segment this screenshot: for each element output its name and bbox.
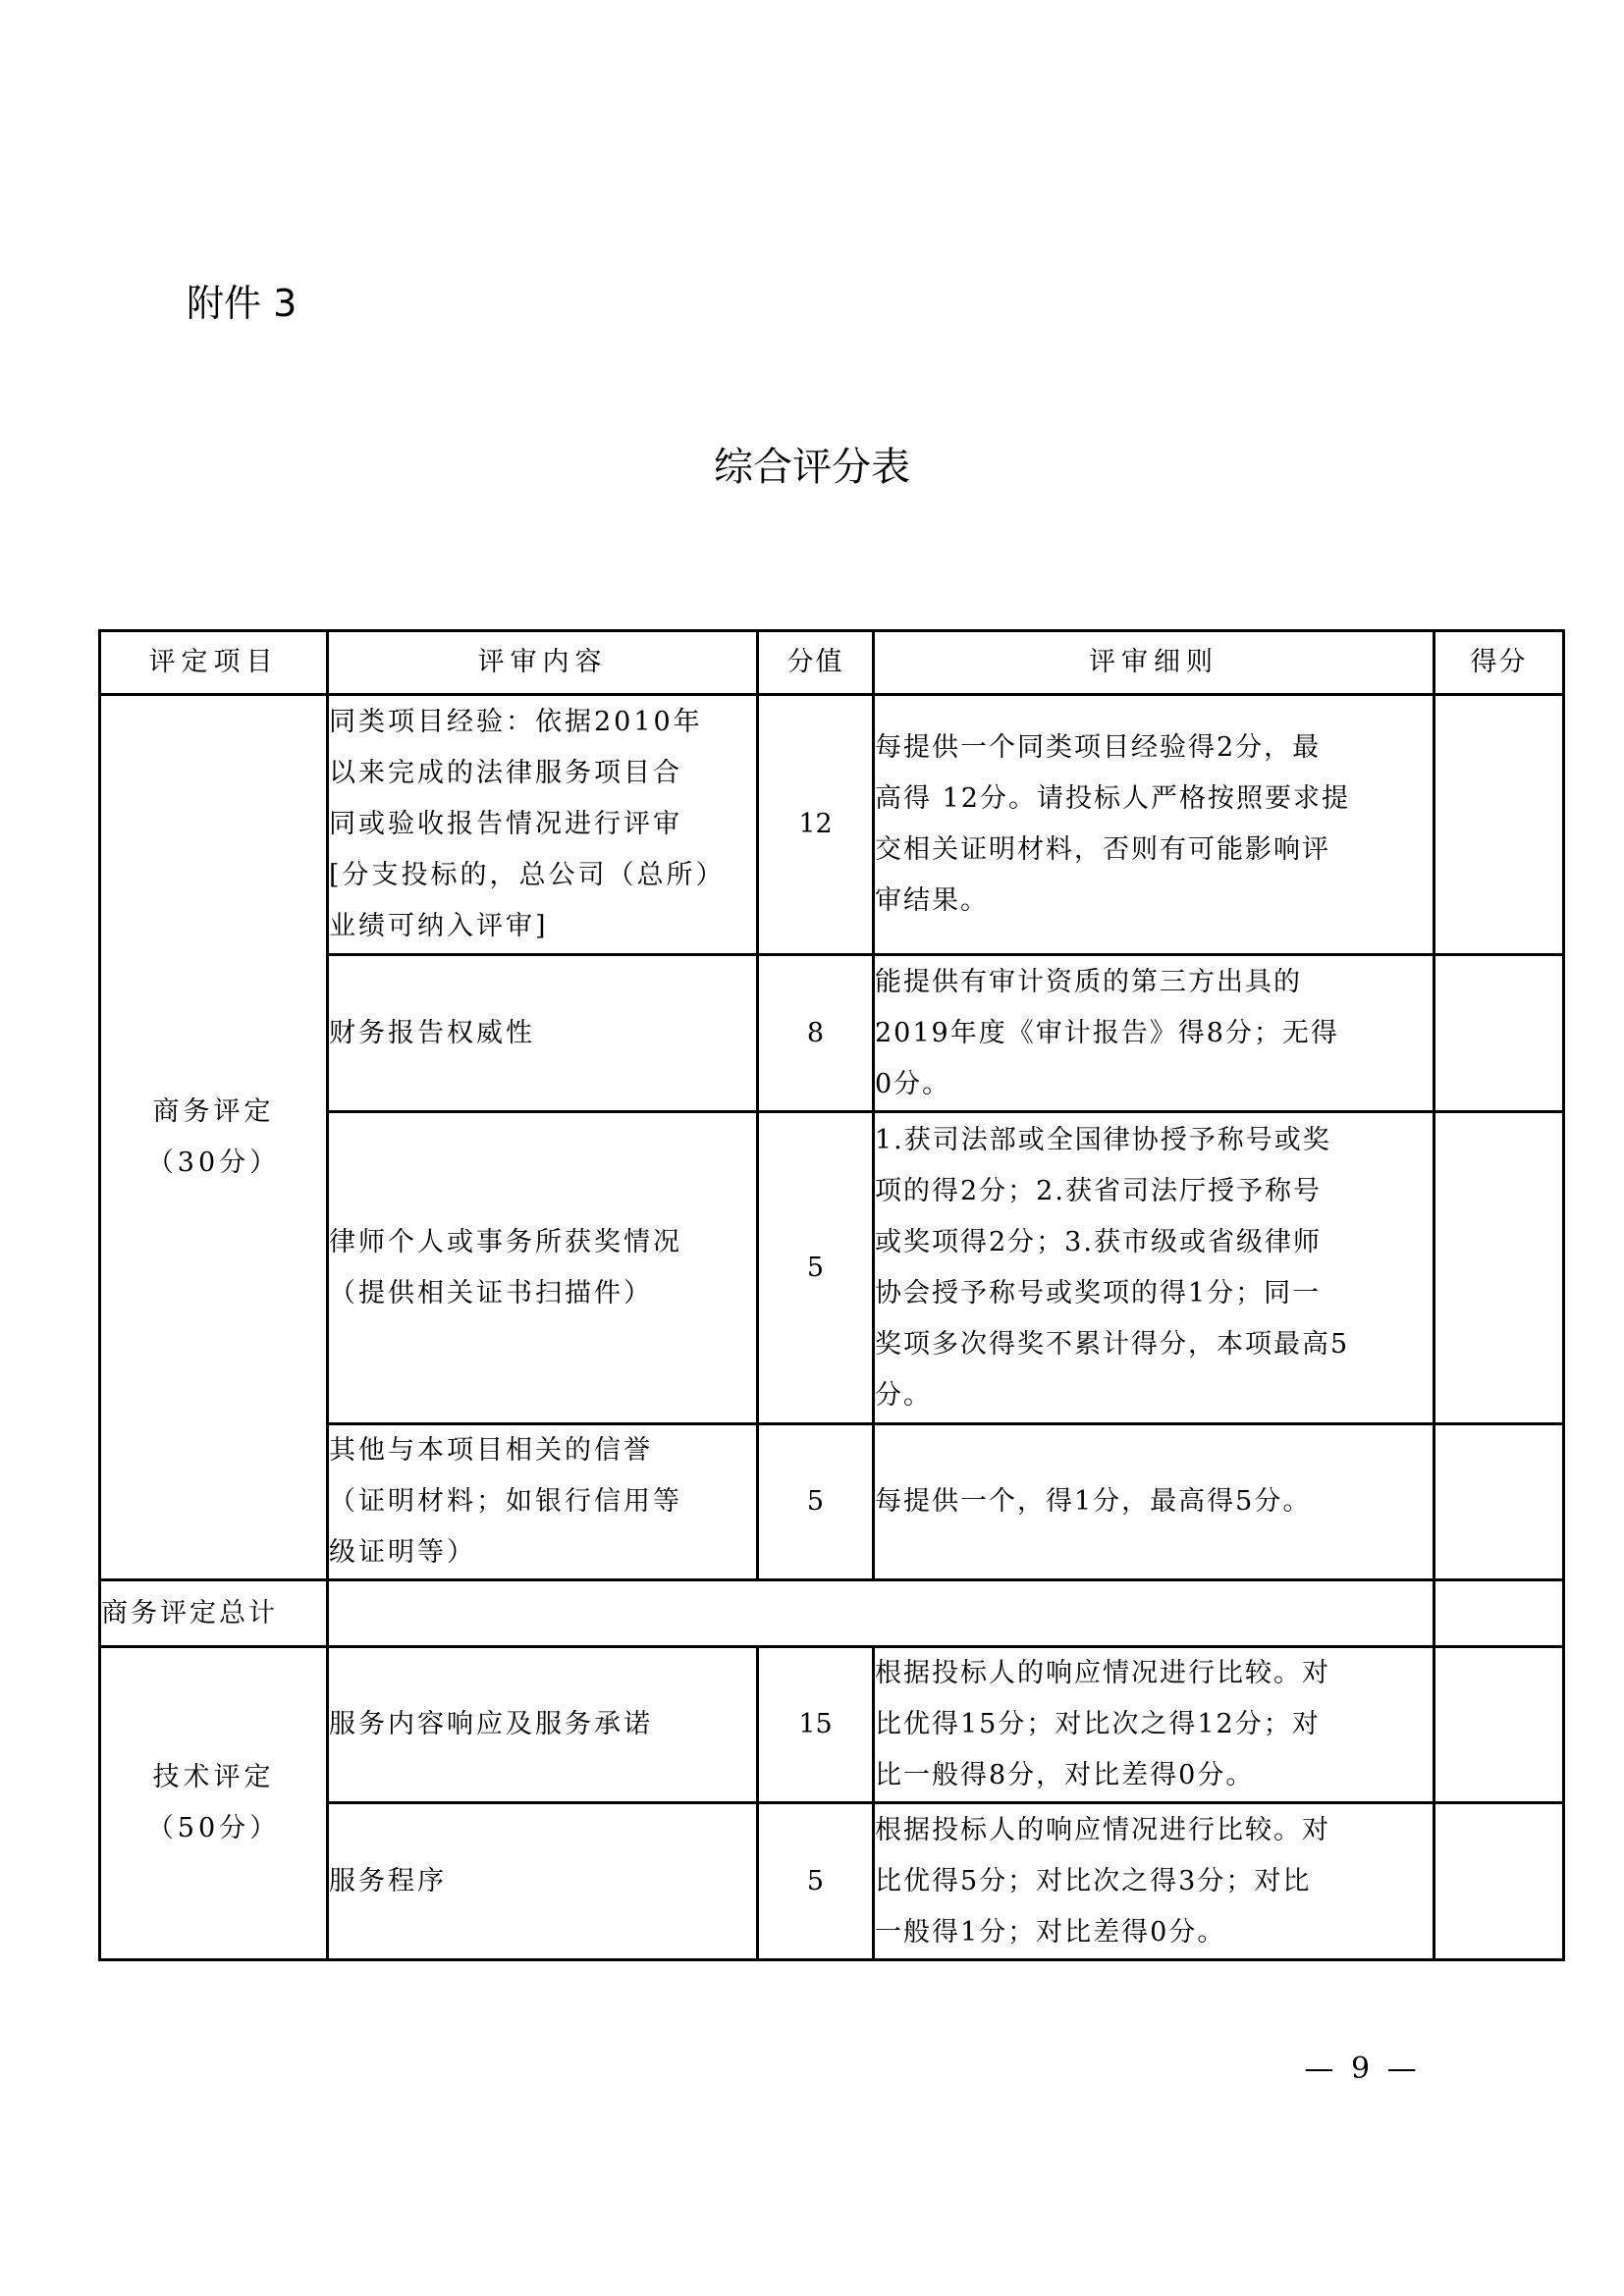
detail-line: 比优得15分；对比次之得12分；对 bbox=[875, 1709, 1321, 1739]
header-value: 分值 bbox=[758, 631, 874, 695]
category-label: 商务评定 bbox=[152, 1095, 275, 1127]
detail-line: 分。 bbox=[875, 1379, 932, 1411]
value-cell: 5 bbox=[758, 1112, 874, 1424]
category-points: （30分） bbox=[146, 1147, 281, 1178]
page-title: 综合评分表 bbox=[714, 445, 910, 490]
score-cell[interactable] bbox=[1435, 1424, 1564, 1580]
score-cell[interactable] bbox=[1435, 1803, 1564, 1960]
category-technical bbox=[100, 1647, 328, 1960]
attachment-label: 附件 3 bbox=[187, 282, 298, 325]
detail-line: 0分。 bbox=[875, 1068, 951, 1099]
detail-line: 能提供有审计资质的第三方出具的 bbox=[875, 966, 1302, 997]
detail-line: 根据投标人的响应情况进行比较。对 bbox=[875, 1658, 1330, 1688]
detail-cell bbox=[874, 955, 1435, 1112]
score-cell[interactable] bbox=[1435, 955, 1564, 1112]
detail-line: 1.获司法部或全国律协授予称号或奖 bbox=[875, 1124, 1331, 1155]
category-points: （50分） bbox=[146, 1813, 281, 1843]
detail-line: 项的得2分；2.获省司法厅授予称号 bbox=[875, 1175, 1322, 1206]
detail-line: 审结果。 bbox=[875, 885, 989, 916]
content-line: 律师个人或事务所获奖情况 bbox=[329, 1226, 682, 1257]
detail-line: 比优得5分；对比次之得3分；对比 bbox=[875, 1865, 1312, 1896]
detail-line: 交相关证明材料，否则有可能影响评 bbox=[875, 834, 1330, 865]
header-score: 得分 bbox=[1435, 631, 1564, 695]
subtotal-score-cell[interactable] bbox=[1435, 1580, 1564, 1647]
page-number: — 9 — bbox=[1304, 2052, 1421, 2086]
value-cell: 5 bbox=[758, 1803, 874, 1960]
content-line: 财务报告权威性 bbox=[329, 1017, 535, 1048]
detail-line: 根据投标人的响应情况进行比较。对 bbox=[875, 1814, 1330, 1845]
table-header-row bbox=[100, 631, 1564, 695]
detail-line: 每提供一个，得1分，最高得5分。 bbox=[875, 1486, 1312, 1517]
detail-line: 一般得1分；对比差得0分。 bbox=[875, 1916, 1226, 1948]
scoring-table bbox=[98, 629, 1565, 1961]
content-line: （证明材料；如银行信用等 bbox=[329, 1486, 682, 1517]
content-cell bbox=[328, 1424, 758, 1580]
detail-line: 2019年度《审计报告》得8分；无得 bbox=[875, 1017, 1339, 1048]
content-line: 服务程序 bbox=[329, 1865, 447, 1896]
content-cell bbox=[328, 695, 758, 955]
header-detail: 评审细则 bbox=[874, 631, 1435, 695]
detail-line: 比一般得8分，对比差得0分。 bbox=[875, 1760, 1255, 1790]
score-cell[interactable] bbox=[1435, 1647, 1564, 1803]
score-cell[interactable] bbox=[1435, 1112, 1564, 1424]
content-cell bbox=[328, 1647, 758, 1803]
header-category: 评定项目 bbox=[100, 631, 328, 695]
content-line: 以来完成的法律服务项目合 bbox=[329, 758, 682, 788]
detail-cell bbox=[874, 1647, 1435, 1803]
detail-cell bbox=[874, 1424, 1435, 1580]
table-row bbox=[100, 695, 1564, 955]
content-line: 同或验收报告情况进行评审 bbox=[329, 809, 682, 839]
content-line: 同类项目经验：依据2010年 bbox=[329, 707, 703, 737]
content-line: （提供相关证书扫描件） bbox=[329, 1277, 653, 1308]
detail-cell bbox=[874, 695, 1435, 955]
category-business bbox=[100, 695, 328, 1580]
category-label: 技术评定 bbox=[152, 1762, 275, 1792]
detail-cell bbox=[874, 1803, 1435, 1960]
content-line: 其他与本项目相关的信誉 bbox=[329, 1435, 653, 1466]
value-cell: 12 bbox=[758, 695, 874, 955]
detail-line: 或奖项得2分；3.获市级或省级律师 bbox=[875, 1226, 1322, 1257]
detail-line: 协会授予称号或奖项的得1分；同一 bbox=[875, 1277, 1322, 1308]
content-line: 业绩可纳入评审] bbox=[329, 911, 549, 941]
content-line: [分支投标的，总公司（总所） bbox=[329, 860, 726, 890]
detail-line: 每提供一个同类项目经验得2分，最 bbox=[875, 732, 1322, 763]
table-row bbox=[100, 1647, 1564, 1803]
value-cell: 8 bbox=[758, 955, 874, 1112]
value-cell: 5 bbox=[758, 1424, 874, 1580]
detail-cell bbox=[874, 1112, 1435, 1424]
content-cell bbox=[328, 1112, 758, 1424]
subtotal-row bbox=[100, 1580, 1564, 1647]
detail-line: 高得 12分。请投标人严格按照要求提 bbox=[875, 783, 1350, 814]
content-cell bbox=[328, 1803, 758, 1960]
subtotal-value-cell[interactable] bbox=[328, 1580, 1435, 1647]
subtotal-label: 商务评定总计 bbox=[100, 1580, 328, 1647]
content-line: 级证明等） bbox=[329, 1537, 476, 1568]
header-content: 评审内容 bbox=[328, 631, 758, 695]
value-cell: 15 bbox=[758, 1647, 874, 1803]
detail-line: 奖项多次得奖不累计得分，本项最高5 bbox=[875, 1328, 1350, 1360]
score-cell[interactable] bbox=[1435, 695, 1564, 955]
content-line: 服务内容响应及服务承诺 bbox=[329, 1709, 653, 1739]
content-cell bbox=[328, 955, 758, 1112]
